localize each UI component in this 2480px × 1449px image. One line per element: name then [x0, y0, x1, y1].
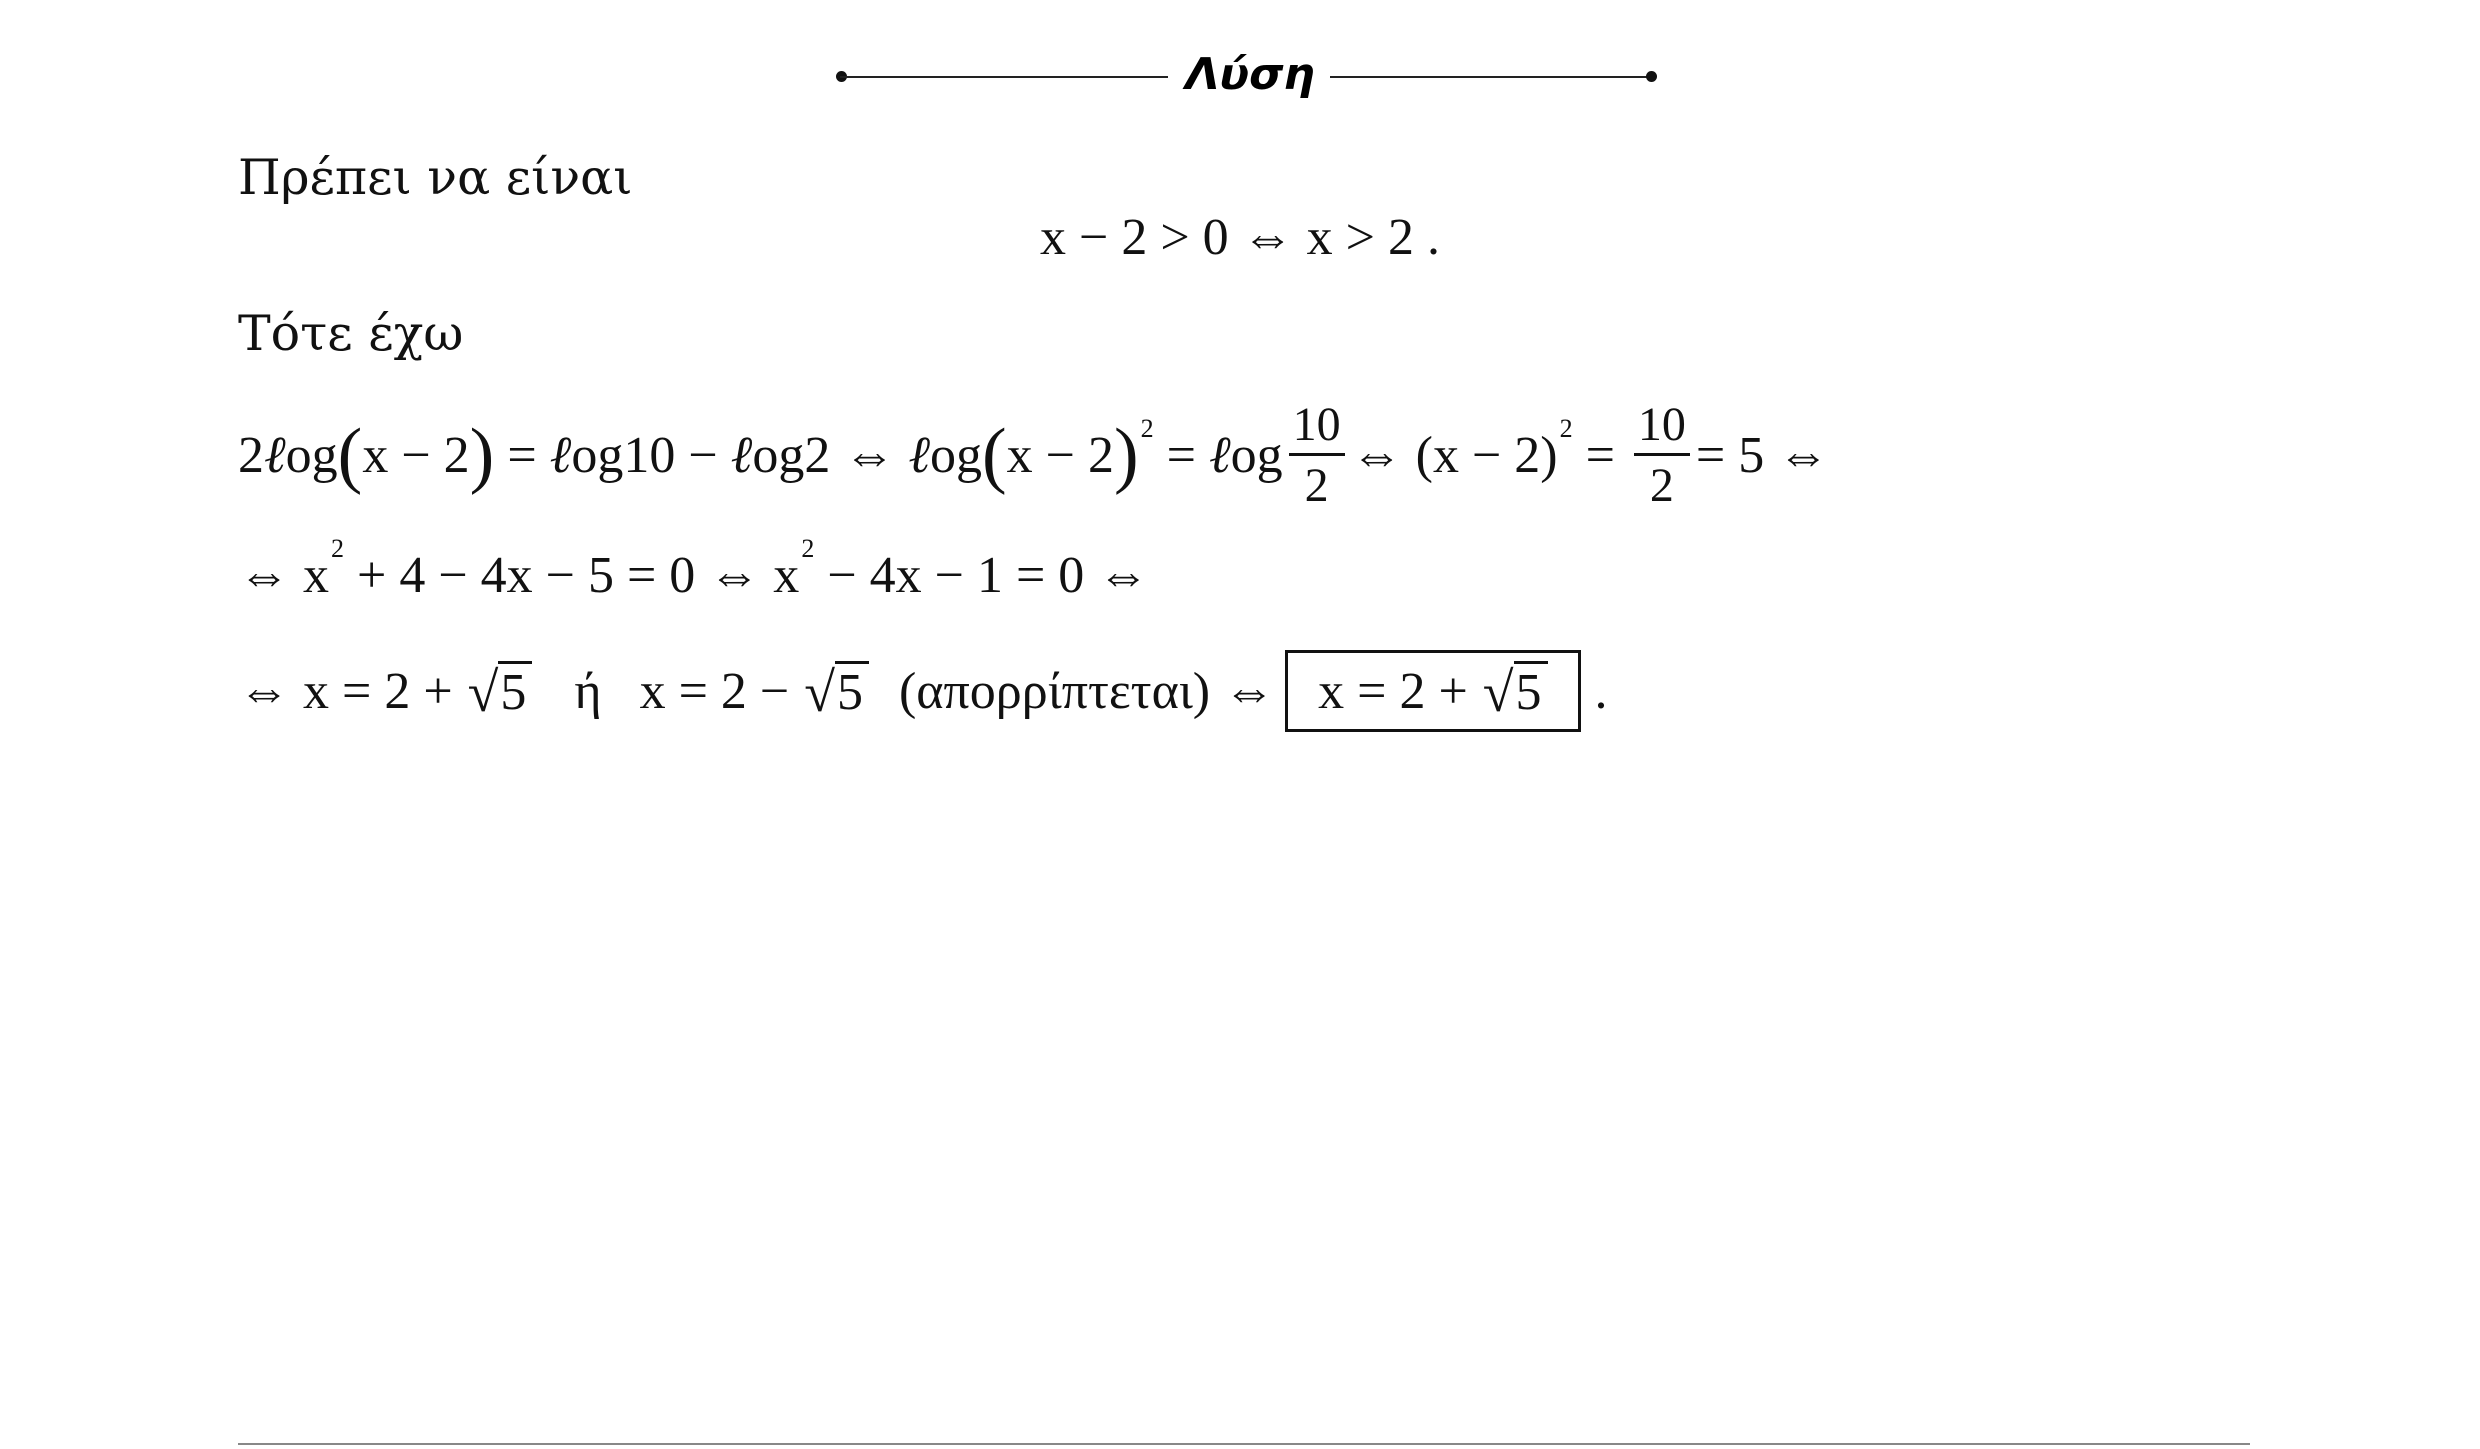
header-left-rule — [840, 76, 1168, 78]
l1-j: og — [1230, 426, 1283, 484]
final-answer-box — [1285, 650, 1580, 732]
intro-text: Πρέπει να είναι — [238, 149, 633, 206]
l1-a: 2 — [238, 426, 264, 484]
l1-c: x − 2 — [362, 426, 470, 484]
sqrt-1-sign: √ — [467, 661, 499, 724]
header-right-dot — [1646, 71, 1657, 82]
l1-l: = — [1572, 426, 1628, 484]
l1-ell2: ℓ — [549, 426, 572, 484]
fraction-1 — [1289, 397, 1345, 512]
fraction-2-numerator: 10 — [1634, 401, 1690, 456]
fraction-2-denominator: 2 — [1649, 458, 1674, 512]
l1-b: og — [285, 426, 338, 484]
solution-header — [836, 40, 1656, 110]
header-title: Λύση — [1185, 49, 1315, 100]
l1-rparen-2: ) — [1113, 414, 1139, 496]
l2-exponent-2: 2 — [801, 534, 815, 563]
l2-a: ⇔ x — [238, 546, 329, 604]
header-right-rule — [1330, 76, 1656, 78]
condition-expression: x − 2 > 0 ⇔ x > 2 . — [1040, 208, 1440, 266]
l1-i: = — [1153, 426, 1209, 484]
l1-m: = 5 ⇔ — [1695, 426, 1830, 484]
sqrt-2-sign: √ — [804, 661, 835, 724]
sqrt-3-radicand: 5 — [1514, 661, 1548, 721]
l1-ell3: ℓ — [730, 426, 753, 484]
sqrt-3-sign: √ — [1482, 661, 1514, 724]
l1-ell5: ℓ — [1208, 426, 1231, 484]
domain-condition — [1040, 204, 1440, 270]
sqrt-1-radicand: 5 — [498, 661, 532, 721]
l1-rparen-1: ) — [469, 414, 495, 496]
l1-ell4: ℓ — [908, 426, 930, 484]
l1-lparen-2: ( — [981, 414, 1007, 496]
fraction-1-denominator: 2 — [1304, 458, 1329, 512]
sqrt-2 — [804, 661, 869, 724]
equation-line-3 — [238, 646, 1608, 736]
or-word: ή — [574, 662, 602, 720]
l1-lparen-1: ( — [337, 414, 363, 496]
l1-ell1: ℓ — [264, 426, 286, 484]
boxed-expression: x = 2 + — [1318, 662, 1481, 720]
then-text: Τότε έχω — [238, 305, 464, 362]
l1-e: og10 − — [571, 426, 731, 484]
equation-line-1 — [238, 390, 1829, 520]
l3-a: ⇔ x = 2 + — [238, 662, 466, 720]
fraction-1-numerator: 10 — [1289, 401, 1345, 456]
sqrt-2-radicand: 5 — [835, 661, 869, 721]
l1-exponent-2: 2 — [1559, 414, 1573, 443]
equation-line-2 — [238, 534, 1150, 610]
l1-k: ⇔ (x − 2) — [1350, 426, 1558, 484]
sqrt-1 — [467, 661, 533, 724]
l1-d: = — [494, 426, 550, 484]
l2-exponent-1: 2 — [331, 534, 344, 563]
l1-exponent-1: 2 — [1140, 414, 1154, 443]
l2-c: − 4x − 1 = 0 ⇔ — [814, 546, 1150, 604]
sqrt-3 — [1482, 661, 1548, 724]
l2-b: + 4 − 4x − 5 = 0 ⇔ x — [344, 546, 800, 604]
l1-g: og — [929, 426, 982, 484]
rejected-note: (απορρίπτεται) ⇔ — [898, 662, 1276, 720]
final-period: . — [1594, 662, 1608, 720]
l1-f: og2 ⇔ — [752, 426, 909, 484]
l1-h: x − 2 — [1006, 426, 1114, 484]
footer-rule — [238, 1443, 2250, 1445]
l3-b: x = 2 − — [639, 662, 803, 720]
fraction-2 — [1634, 397, 1690, 512]
